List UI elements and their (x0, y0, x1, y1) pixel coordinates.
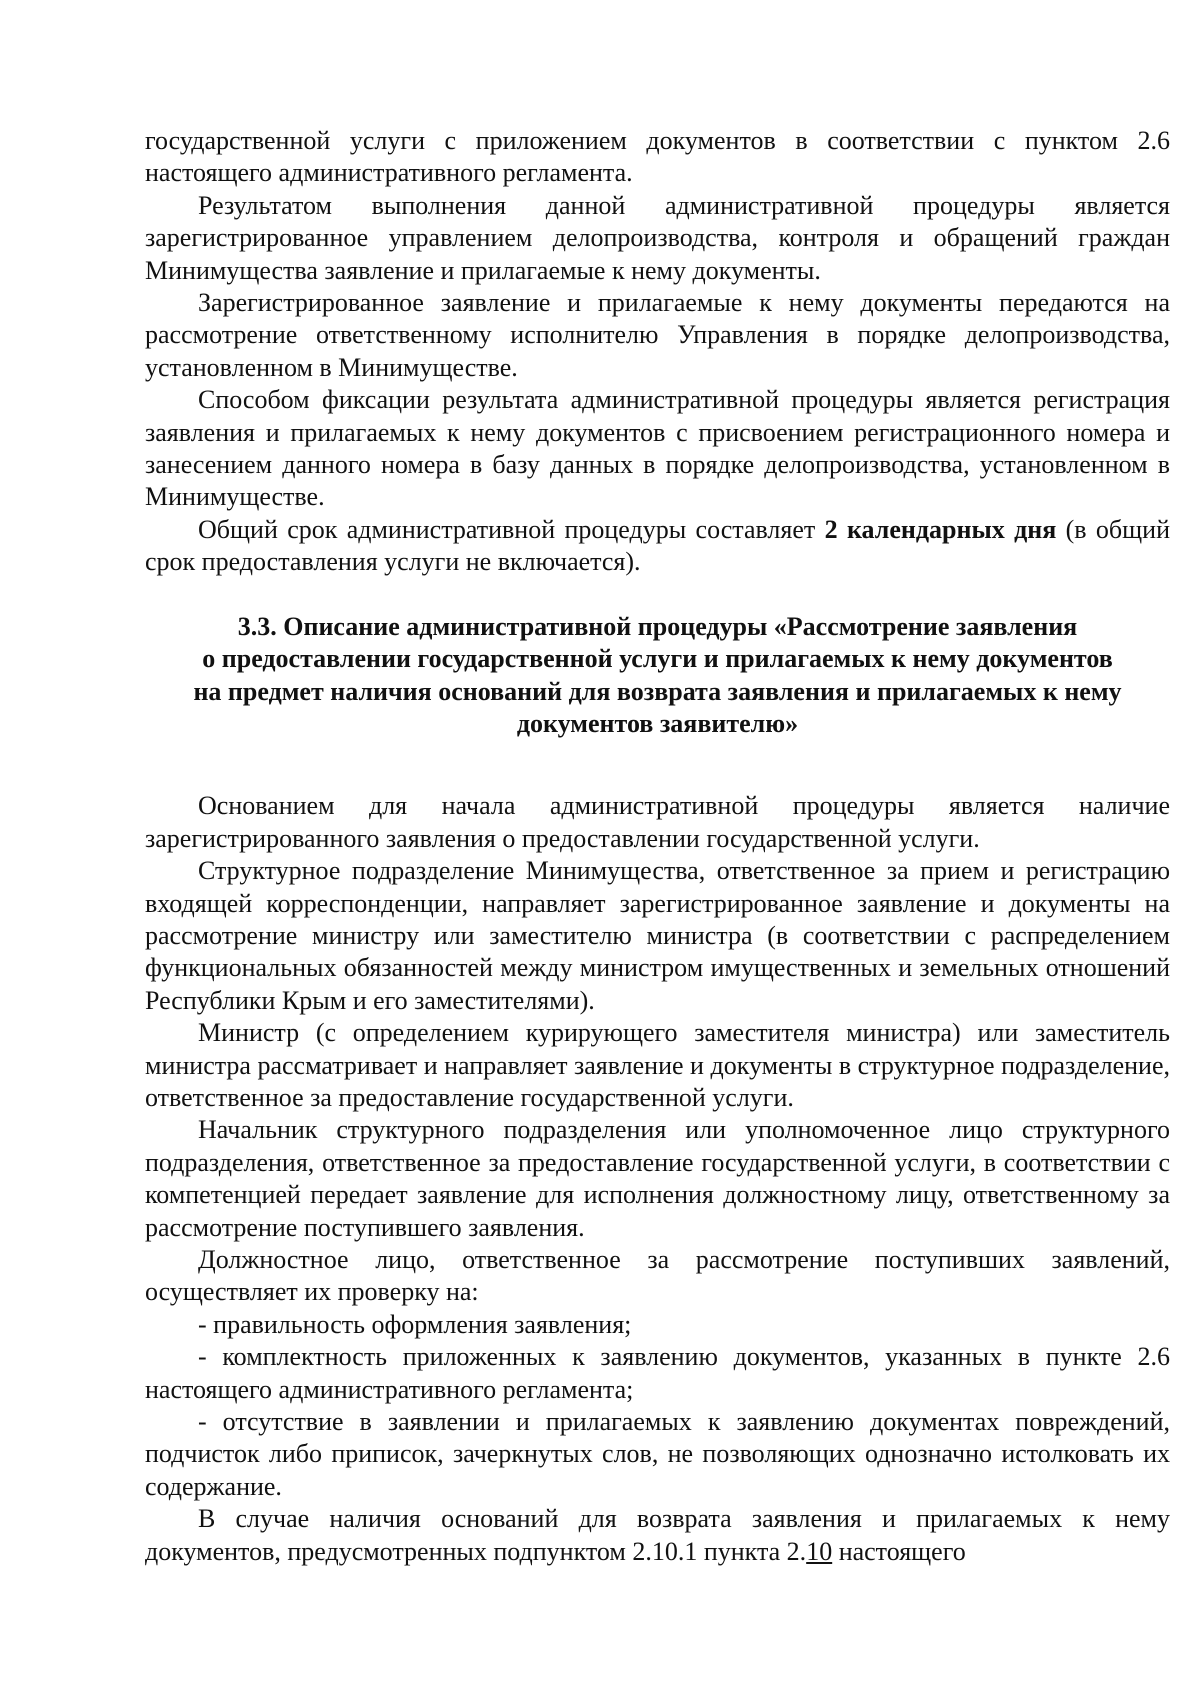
heading-line-1: 3.3. Описание административной процедуры «Рассмотрение заявления (237, 611, 1078, 641)
paragraph-continuation: государственной услуги с приложением документов в соответствии с пунктом 2.6 настоящего административного регламента. (145, 126, 1170, 188)
heading-line-4: документов заявителю» (516, 708, 799, 738)
term-bold: 2 календарных дня (824, 514, 1057, 544)
paragraph-official: Должностное лицо, ответственное за рассмотрение поступивших заявлений, осуществляет их проверку на: (145, 1245, 1170, 1307)
return-underlined: 10 (806, 1536, 833, 1566)
section-heading (145, 611, 1170, 741)
return-text-before: В случае наличия оснований для возврата заявления и прилагаемых к нему документов, предусмотренных подпунктом 2.10.1 пункта 2. (145, 1504, 1170, 1566)
heading-line-3: на предмет наличия оснований для возврата заявления и прилагаемых к нему (193, 676, 1122, 706)
heading-line-2: о предоставлении государственной услуги и прилагаемых к нему документов (202, 644, 1113, 674)
paragraph-fixation: Способом фиксации результата административной процедуры является регистрация заявления и прилагаемых к нему документов с присвоением регистрационного номера и занесением данного номера в базу данных в порядке делопроизводства, установленном в Минимуществе. (145, 385, 1170, 512)
term-text-after: (в общий срок предоставления услуги не включается). (145, 514, 1171, 577)
paragraph-structural-unit: Структурное подразделение Минимущества, ответственное за прием и регистрацию входящей корреспонденции, направляет зарегистрированное заявление и документы на рассмотрение министру или заместителю министра (в соответствии с распределением функциональных обязанностей между министром имущественных и земельных отношений Республики Крым и его заместителями). (145, 856, 1170, 1015)
document-page (145, 125, 1170, 1568)
paragraph-head: Начальник структурного подразделения или уполномоченное лицо структурного подразделения, ответственное за предоставление государственной услуги, в соответствии с компетенцией передает заявление для исполнения должностному лицу, ответственному за рассмотрение поступившего заявления. (145, 1115, 1170, 1242)
paragraph-minister: Министр (с определением курирующего заместителя министра) или заместитель министра рассматривает и направляет заявление и документы в структурное подразделение, ответственное за предоставление государственной услуги. (145, 1018, 1170, 1112)
list-item-completeness: - комплектность приложенных к заявлению документов, указанных в пункте 2.6 настоящего административного регламента; (145, 1342, 1170, 1404)
paragraph-basis: Основанием для начала административной процедуры является наличие зарегистрированного заявления о предоставлении государственной услуги. (145, 791, 1170, 853)
list-item-correctness: - правильность оформления заявления; (198, 1309, 632, 1339)
paragraph-term (145, 514, 1170, 579)
term-text-before: Общий срок административной процедуры составляет (198, 514, 825, 544)
paragraph-transfer: Зарегистрированное заявление и прилагаемые к нему документы передаются на рассмотрение ответственному исполнителю Управления в порядке делопроизводства, установленном в Минимуществе. (145, 288, 1170, 382)
paragraph-result: Результатом выполнения данной административной процедуры является зарегистрированное управлением делопроизводства, контроля и обращений граждан Минимущества заявление и прилагаемые к нему документы. (145, 190, 1170, 285)
list-item-no-damage: - отсутствие в заявлении и прилагаемых к заявлению документах повреждений, подчисток либо приписок, зачеркнутых слов, не позволяющих однозначно истолковать их содержание. (145, 1407, 1170, 1501)
paragraph-return (145, 1503, 1170, 1568)
return-text-after: настоящего (832, 1536, 966, 1566)
